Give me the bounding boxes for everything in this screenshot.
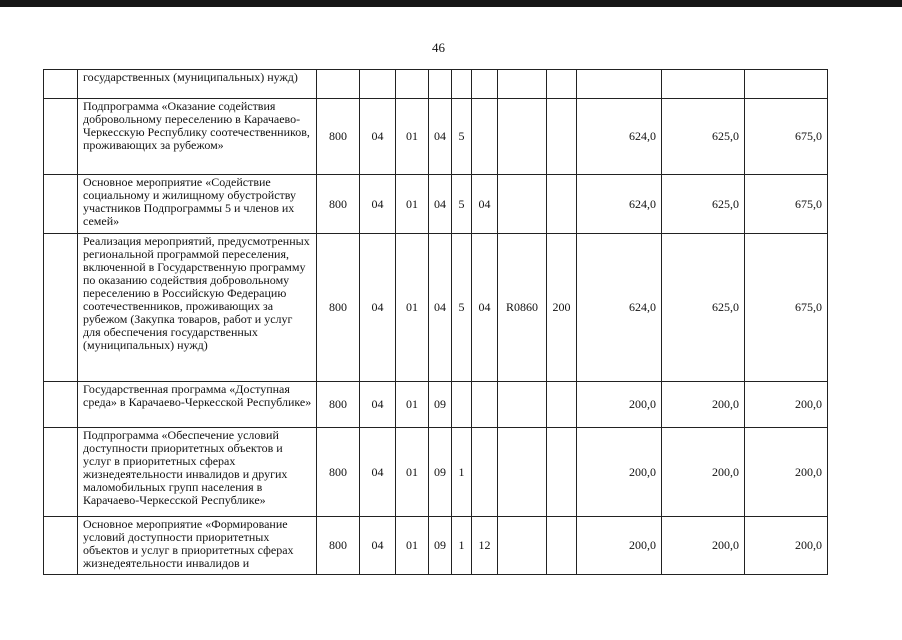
cell-om: [472, 70, 498, 99]
cell-ved: [317, 70, 360, 99]
cell-pp: 1: [452, 517, 472, 575]
table-row: [44, 175, 828, 234]
cell-year3: 200,0: [745, 428, 828, 517]
page-number: 46: [432, 40, 445, 55]
cell-ved: 800: [317, 99, 360, 175]
cell-pr: [396, 70, 429, 99]
cell-rz: 04: [360, 99, 396, 175]
cell-vr: [547, 517, 577, 575]
cell-year3: [745, 70, 828, 99]
cell-gp: [429, 70, 452, 99]
cell-dir: [498, 428, 547, 517]
cell-ved: 800: [317, 175, 360, 234]
empty-cell: [44, 234, 78, 382]
cell-vr: [547, 382, 577, 428]
cell-dir: R0860: [498, 234, 547, 382]
cell-gp: 09: [429, 517, 452, 575]
table-row: [44, 428, 828, 517]
cell-ved: 800: [317, 382, 360, 428]
cell-gp: 04: [429, 175, 452, 234]
cell-gp: 09: [429, 428, 452, 517]
cell-pp: 5: [452, 175, 472, 234]
cell-pp: 1: [452, 428, 472, 517]
cell-vr: [547, 428, 577, 517]
cell-rz: 04: [360, 382, 396, 428]
cell-year2: [662, 70, 745, 99]
cell-year2: 625,0: [662, 175, 745, 234]
row-name: Основное мероприятие «Содействие социальному и жилищному обустройству участников Подпрограммы 5 и членов их семей»: [78, 175, 317, 234]
cell-year2: 625,0: [662, 99, 745, 175]
scan-border: [0, 0, 902, 7]
cell-pp: 5: [452, 234, 472, 382]
empty-cell: [44, 382, 78, 428]
cell-dir: [498, 517, 547, 575]
cell-year3: 675,0: [745, 234, 828, 382]
cell-ved: 800: [317, 234, 360, 382]
cell-om: 04: [472, 175, 498, 234]
cell-pp: [452, 70, 472, 99]
cell-ved: 800: [317, 517, 360, 575]
table-row: [44, 234, 828, 382]
cell-dir: [498, 70, 547, 99]
cell-vr: [547, 175, 577, 234]
empty-cell: [44, 70, 78, 99]
cell-year1: 200,0: [577, 382, 662, 428]
row-name: Основное мероприятие «Формирование условий доступности приоритетных объектов и услуг в приоритетных сферах жизнедеятельности инвалидов и: [78, 517, 317, 575]
cell-om: [472, 428, 498, 517]
cell-gp: 09: [429, 382, 452, 428]
cell-pr: 01: [396, 382, 429, 428]
cell-dir: [498, 99, 547, 175]
cell-pp: 5: [452, 99, 472, 175]
cell-year2: 200,0: [662, 517, 745, 575]
cell-year2: 200,0: [662, 382, 745, 428]
cell-year3: 200,0: [745, 517, 828, 575]
cell-year1: [577, 70, 662, 99]
budget-table: [43, 69, 828, 575]
cell-gp: 04: [429, 99, 452, 175]
cell-rz: [360, 70, 396, 99]
cell-year2: 625,0: [662, 234, 745, 382]
cell-rz: 04: [360, 428, 396, 517]
cell-pp: [452, 382, 472, 428]
cell-year1: 200,0: [577, 517, 662, 575]
empty-cell: [44, 99, 78, 175]
cell-pr: 01: [396, 175, 429, 234]
cell-pr: 01: [396, 234, 429, 382]
cell-gp: 04: [429, 234, 452, 382]
empty-cell: [44, 175, 78, 234]
cell-pr: 01: [396, 517, 429, 575]
table-row: [44, 99, 828, 175]
row-name: Государственная программа «Доступная среда» в Карачаево-Черкесской Республике»: [78, 382, 317, 428]
row-name: государственных (муниципальных) нужд): [78, 70, 317, 99]
cell-ved: 800: [317, 428, 360, 517]
cell-om: [472, 99, 498, 175]
row-name: Подпрограмма «Обеспечение условий доступности приоритетных объектов и услуг в приоритетных сферах жизнедеятельности инвалидов и других маломобильных групп населения в Карачаево-Черкесской Республике»: [78, 428, 317, 517]
table-row: [44, 70, 828, 99]
cell-vr: [547, 70, 577, 99]
cell-year1: 624,0: [577, 234, 662, 382]
cell-rz: 04: [360, 175, 396, 234]
cell-om: 12: [472, 517, 498, 575]
cell-vr: 200: [547, 234, 577, 382]
row-name: Реализация мероприятий, предусмотренных региональной программой переселения, включенной в Государственную программу по оказанию содействия добровольному переселению в Российскую Федерацию соотечественников, проживающих за рубежом (Закупка товаров, работ и услуг для обеспечения государственных (муниципальных) нужд): [78, 234, 317, 382]
cell-vr: [547, 99, 577, 175]
cell-rz: 04: [360, 234, 396, 382]
cell-dir: [498, 175, 547, 234]
cell-year2: 200,0: [662, 428, 745, 517]
cell-year1: 624,0: [577, 99, 662, 175]
cell-year1: 624,0: [577, 175, 662, 234]
empty-cell: [44, 428, 78, 517]
cell-pr: 01: [396, 99, 429, 175]
cell-year3: 200,0: [745, 382, 828, 428]
empty-cell: [44, 517, 78, 575]
cell-dir: [498, 382, 547, 428]
cell-year1: 200,0: [577, 428, 662, 517]
cell-year3: 675,0: [745, 175, 828, 234]
table-row: [44, 517, 828, 575]
cell-om: [472, 382, 498, 428]
cell-rz: 04: [360, 517, 396, 575]
cell-om: 04: [472, 234, 498, 382]
table-row: [44, 382, 828, 428]
cell-pr: 01: [396, 428, 429, 517]
row-name: Подпрограмма «Оказание содействия добровольному переселению в Карачаево-Черкесскую Республику соотечественников, проживающих за рубежом»: [78, 99, 317, 175]
cell-year3: 675,0: [745, 99, 828, 175]
